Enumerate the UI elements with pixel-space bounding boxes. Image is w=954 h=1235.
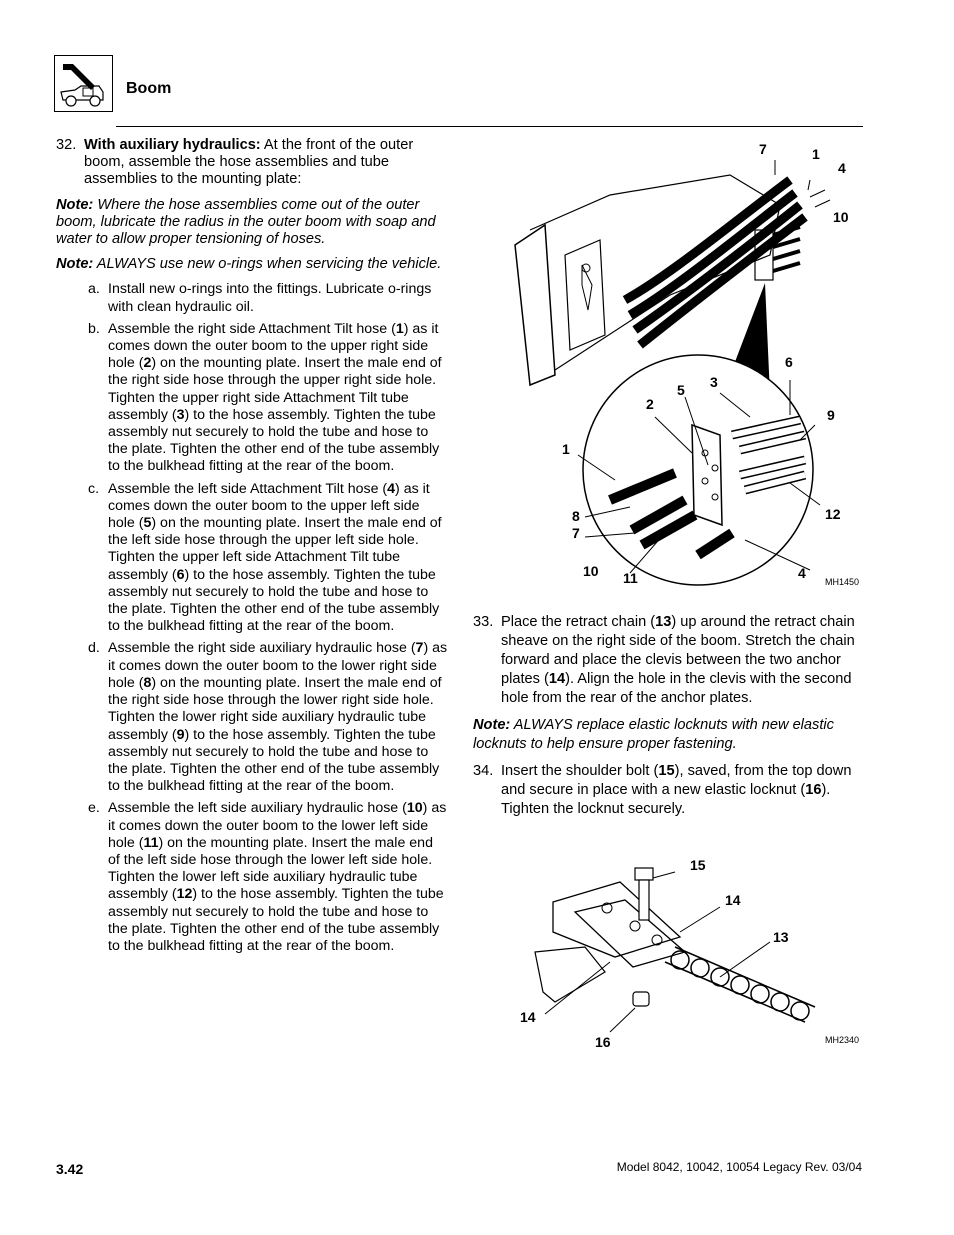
callout-label: 3	[710, 374, 718, 390]
substep-text: ) on the mounting plate. Insert the male end of the left side hose through the lower left side hole. Tighten the lower left side auxiliary hydraulic tube assembly (	[108, 834, 433, 903]
figure-id: MH2340	[825, 1035, 860, 1045]
callout-ref: 7	[415, 640, 424, 657]
callout-label: 5	[677, 382, 685, 398]
substep-text: Install new o-rings into the fittings. Lubricate o-rings with clean hydraulic oil.	[108, 281, 432, 315]
callout-ref: 13	[655, 614, 672, 630]
substep-a	[56, 281, 448, 315]
callout-label: 4	[798, 565, 806, 581]
callout-ref: 16	[805, 782, 822, 798]
substep-text: Assemble the right side Attachment Tilt hose (	[108, 320, 396, 337]
right-column	[473, 613, 865, 827]
note-lubricate	[56, 197, 448, 249]
note-text: ALWAYS replace elastic locknuts with new elastic locknuts to help ensure proper fastening.	[473, 717, 834, 752]
substep-text: ) to the hose assembly. Tighten the tube assembly nut securely to hold the tube and hose to the plate. Tighten the other end of the tube assembly to the bulkhead fitting at the rear of the boom.	[108, 406, 440, 475]
callout-label: 16	[595, 1034, 611, 1050]
step-text: Place the retract chain (	[501, 614, 656, 630]
retract-chain-drawing	[515, 852, 865, 1052]
substep-c	[56, 481, 448, 636]
callout-ref: 3	[176, 406, 185, 423]
step-text: ). Align the hole in the clevis with the second hole from the rear of the anchor plates.	[501, 671, 852, 706]
callout-label: 9	[827, 407, 835, 423]
step-number: 32.	[56, 137, 77, 153]
callout-label: 13	[773, 929, 789, 945]
substep-letter: d.	[88, 640, 100, 657]
note-label: Note:	[473, 717, 511, 733]
left-column	[56, 137, 448, 960]
model-revision: Model 8042, 10042, 10054 Legacy Rev. 03/04	[616, 1160, 862, 1174]
note-text: Where the hose assemblies come out of the outer boom, lubricate the radius in the outer boom with soap and water to allow proper tensioning of hoses.	[56, 196, 436, 248]
step-34	[473, 762, 865, 819]
callout-ref: 9	[176, 726, 185, 743]
callout-ref: 1	[395, 320, 404, 337]
callout-label: 14	[520, 1009, 536, 1025]
step-heading: With auxiliary hydraulics:	[84, 137, 261, 153]
callout-label: 10	[833, 209, 849, 225]
callout-ref: 15	[658, 763, 675, 779]
note-text: ALWAYS use new o-rings when servicing the vehicle.	[93, 256, 442, 273]
callout-ref: 8	[143, 674, 152, 691]
callout-label: 7	[759, 141, 767, 157]
note-locknuts	[473, 716, 865, 754]
callout-label: 2	[646, 396, 654, 412]
callout-label: 11	[623, 570, 638, 586]
substep-text: Assemble the left side auxiliary hydraulic hose (	[108, 800, 407, 817]
substep-letter: c.	[88, 480, 100, 497]
hose-mounting-figure	[470, 135, 865, 595]
callout-ref: 5	[143, 515, 152, 532]
callout-label: 6	[785, 354, 793, 370]
substep-e	[56, 800, 448, 955]
section-title: Boom	[126, 80, 172, 97]
substep-text: ) as it comes down the outer boom to the lower left side hole (	[108, 800, 447, 851]
step-33	[473, 613, 865, 708]
callout-label: 1	[812, 146, 820, 162]
callout-label: 15	[690, 857, 706, 873]
callout-ref: 6	[176, 566, 185, 583]
header-rule	[116, 126, 863, 127]
callout-ref: 14	[548, 671, 566, 687]
callout-ref: 11	[143, 834, 159, 851]
callout-label: 1	[562, 441, 570, 457]
callout-label: 10	[583, 563, 599, 579]
substep-letter: a.	[88, 281, 100, 298]
page-number: 3.42	[56, 1161, 84, 1177]
substep-text: ) to the hose assembly. Tighten the tube assembly nut securely to hold the tube and hose to the plate. Tighten the other end of the tube assembly to the bulkhead fitting at the rear of the boom.	[108, 726, 440, 795]
substep-letter: b.	[88, 320, 100, 337]
substep-text: Assemble the left side Attachment Tilt hose (	[108, 480, 388, 497]
substep-text: ) on the mounting plate. Insert the male end of the left side hose through the upper left side hole. Tighten the upper left side Attachment Tilt tube assembly (	[108, 515, 442, 583]
callout-ref: 12	[176, 886, 193, 903]
step-text: ) up around the retract chain sheave on the right side of the boom. Stretch the chain forward and place the clevis between the two anchor plates (	[501, 614, 855, 687]
note-label: Note:	[56, 256, 94, 273]
substep-b	[56, 321, 448, 476]
substep-text: ) on the mounting plate. Insert the male end of the right side hose through the upper right side hole. Tighten the upper right side Attachment Tilt tube assembly (	[108, 355, 442, 423]
retract-chain-figure	[515, 852, 865, 1052]
figure-id: MH1450	[825, 577, 860, 587]
callout-ref: 10	[406, 800, 423, 817]
step-text: Insert the shoulder bolt (	[501, 763, 659, 779]
substep-text: ) to the hose assembly. Tighten the tube assembly nut securely to hold the tube and hose to the plate. Tighten the other end of the tube assembly to the bulkhead fitting at the rear of the boom.	[108, 566, 440, 635]
step-text: ). Tighten the locknut securely.	[501, 782, 831, 817]
boom-section-icon	[54, 55, 113, 112]
substep-text: Assemble the right side auxiliary hydraulic hose (	[108, 640, 416, 657]
substep-letter: e.	[88, 800, 100, 817]
step-text: ), saved, from the top down and secure in place with a new elastic locknut (	[501, 763, 852, 798]
step-number: 34.	[473, 763, 494, 779]
callout-ref: 4	[387, 480, 396, 497]
substep-text: ) to the hose assembly. Tighten the tube assembly nut securely to hold the tube and hose to the plate. Tighten the other end of the tube assembly to the bulkhead fitting at the rear of the boom.	[108, 886, 444, 954]
callout-ref: 2	[143, 355, 152, 372]
callout-label: 7	[572, 525, 580, 541]
substep-text: ) as it comes down the outer boom to the upper right side hole (	[108, 320, 439, 372]
substep-d	[56, 640, 448, 795]
callout-label: 12	[825, 506, 841, 522]
callout-label: 4	[838, 160, 846, 176]
substep-text: ) as it comes down the outer boom to the upper left side hole (	[108, 480, 430, 532]
callout-label: 14	[725, 892, 741, 908]
note-orings	[56, 256, 448, 273]
hose-mounting-drawing	[470, 135, 865, 595]
step-number: 33.	[473, 614, 494, 630]
step-32	[56, 137, 448, 189]
substep-text: ) as it comes down the outer boom to the lower right side hole (	[108, 640, 448, 691]
callout-label: 8	[572, 508, 580, 524]
step-text: At the front of the outer boom, assemble the hose assemblies and tube assemblies to the mounting plate:	[84, 137, 414, 188]
substep-text: ) on the mounting plate. Insert the male end of the right side hose through the lower right side hole. Tighten the lower right side auxiliary hydraulic tube assembly (	[108, 674, 442, 743]
note-label: Note:	[56, 196, 94, 213]
